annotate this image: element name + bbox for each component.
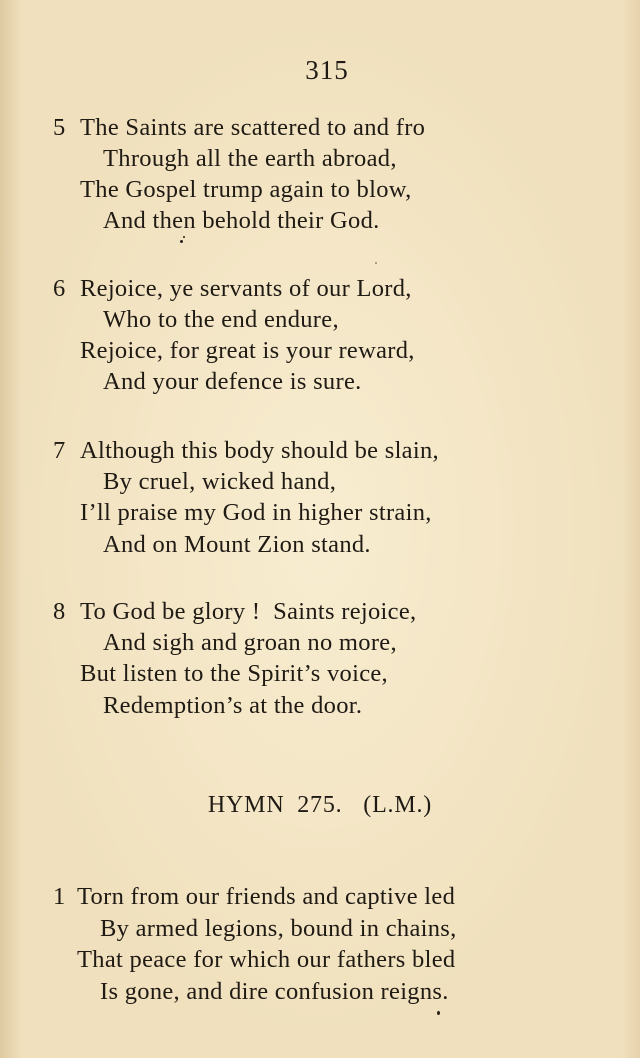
ink-speck xyxy=(437,1011,440,1015)
verse-line: That peace for which our fathers bled xyxy=(77,946,456,973)
ink-speck xyxy=(375,262,377,264)
stanza-number: 5 xyxy=(53,114,66,141)
verse-line: To God be glory ! Saints rejoice, xyxy=(80,598,417,625)
stanza-number: 7 xyxy=(53,437,66,464)
verse-line: And sigh and groan no more, xyxy=(103,629,397,656)
page-number: 315 xyxy=(305,55,349,85)
stanza-number: 6 xyxy=(53,275,66,302)
verse-line: And on Mount Zion stand. xyxy=(103,531,371,558)
verse-line: Through all the earth abroad, xyxy=(103,145,397,172)
ink-speck xyxy=(183,236,185,238)
hymn-title xyxy=(0,792,640,819)
verse-line: The Gospel trump again to blow, xyxy=(80,176,412,203)
verse-line: The Saints are scattered to and fro xyxy=(80,114,426,141)
verse-line: By cruel, wicked hand, xyxy=(103,468,337,495)
stanza-number: 1 xyxy=(53,883,66,910)
hymn-meter: (L.M.) xyxy=(363,792,433,818)
stanza-number: 8 xyxy=(53,598,66,625)
verse-line: But listen to the Spirit’s voice, xyxy=(80,660,388,687)
hymn-number: HYMN 275. xyxy=(207,792,343,818)
verse-line: Although this body should be slain, xyxy=(80,437,439,464)
verse-line: Is gone, and dire confusion reigns. xyxy=(100,978,449,1005)
verse-line: By armed legions, bound in chains, xyxy=(100,915,457,942)
ink-speck xyxy=(180,240,183,243)
verse-line: Torn from our friends and captive led xyxy=(77,883,456,910)
verse-line: Rejoice, for great is your reward, xyxy=(80,337,415,364)
verse-line: And your defence is sure. xyxy=(103,368,362,395)
verse-line: Who to the end endure, xyxy=(103,306,339,333)
verse-line: Rejoice, ye servants of our Lord, xyxy=(80,275,412,302)
verse-line: And then behold their God. xyxy=(103,207,380,234)
verse-line: I’ll praise my God in higher strain, xyxy=(80,499,432,526)
verse-line: Redemption’s at the door. xyxy=(103,692,363,719)
